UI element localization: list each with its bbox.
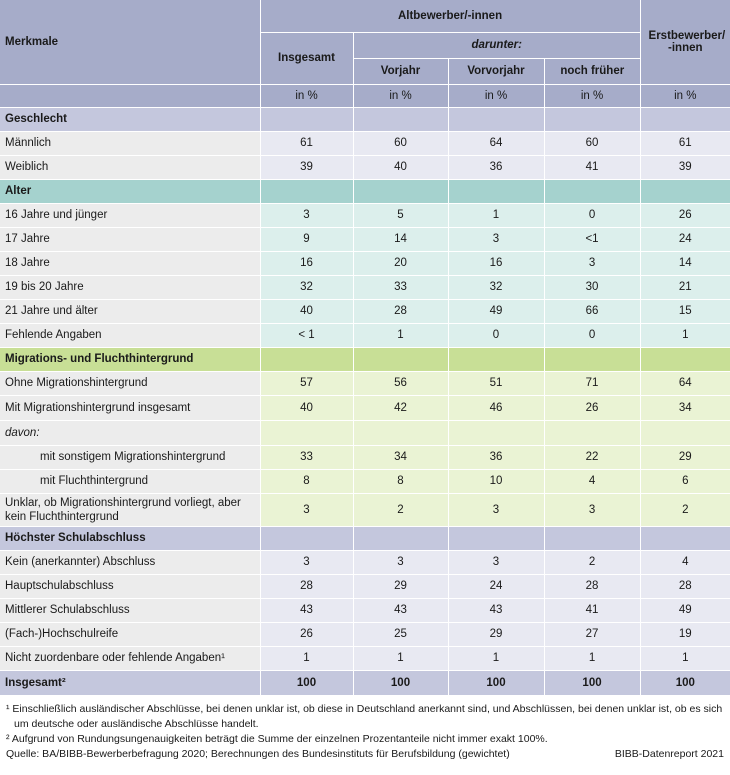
- table-row: [0, 493, 730, 526]
- cell-value: 57: [260, 371, 353, 395]
- cell-value: 33: [353, 275, 448, 299]
- cell-value: 39: [640, 155, 730, 179]
- cell-value: 34: [640, 395, 730, 420]
- table-row: [0, 598, 730, 622]
- cell-value: 1: [448, 646, 544, 670]
- table-row: [0, 275, 730, 299]
- cell-value: 8: [260, 469, 353, 493]
- credit-note: BIBB-Datenreport 2021: [614, 747, 724, 760]
- table-row: [0, 469, 730, 493]
- table-row: [0, 227, 730, 251]
- row-label: Fehlende Angaben: [0, 323, 260, 347]
- cell-value: 39: [260, 155, 353, 179]
- cell-value: 21: [640, 275, 730, 299]
- total-value: 100: [544, 670, 640, 695]
- cell-value: 43: [353, 598, 448, 622]
- row-label: mit sonstigem Migrationshintergrund: [0, 445, 260, 469]
- cell-value: 3: [448, 493, 544, 526]
- cell-value: 27: [544, 622, 640, 646]
- section-header: [0, 179, 730, 203]
- cell-value: 60: [353, 131, 448, 155]
- cell-value: 71: [544, 371, 640, 395]
- cell-value: 26: [640, 203, 730, 227]
- total-value: 100: [353, 670, 448, 695]
- table-row: [0, 203, 730, 227]
- table-row: [0, 323, 730, 347]
- cell-value: 20: [353, 251, 448, 275]
- table-row: [0, 550, 730, 574]
- section-header: [0, 526, 730, 550]
- cell-value: 49: [448, 299, 544, 323]
- row-label: Mittlerer Schulabschluss: [0, 598, 260, 622]
- row-label: Unklar, ob Migrationshintergrund vorliegt, aber kein Fluchthintergrund: [0, 493, 260, 526]
- cell-value: 0: [448, 323, 544, 347]
- cell-value: 3: [260, 493, 353, 526]
- cell-value: [353, 420, 448, 445]
- section-title: Geschlecht: [0, 107, 260, 131]
- cell-value: 28: [544, 574, 640, 598]
- cell-value: 1: [640, 646, 730, 670]
- table-row: [0, 251, 730, 275]
- cell-value: 3: [544, 493, 640, 526]
- cell-value: 1: [353, 646, 448, 670]
- row-label: (Fach-)Hochschulreife: [0, 622, 260, 646]
- cell-value: 60: [544, 131, 640, 155]
- unit-label: in %: [353, 84, 448, 107]
- cell-value: 32: [260, 275, 353, 299]
- total-value: 100: [640, 670, 730, 695]
- footnote-1: ¹ Einschließlich ausländischer Abschlüsse, bei denen unklar ist, ob diese in Deutschland anerkannt sind, und Abschlüssen, bei denen unklar ist, ob es sich um deutsche oder ausländische Abschlüsse handelt.: [6, 702, 723, 730]
- cell-value: 28: [353, 299, 448, 323]
- cell-value: 1: [260, 646, 353, 670]
- unit-label: in %: [640, 84, 730, 107]
- row-label: Ohne Migrationshintergrund: [0, 371, 260, 395]
- cell-value: 32: [448, 275, 544, 299]
- cell-value: 28: [640, 574, 730, 598]
- cell-value: 1: [640, 323, 730, 347]
- header-altbewerber: Altbewerber/-innen: [260, 0, 640, 32]
- cell-value: 14: [640, 251, 730, 275]
- table-row: [0, 622, 730, 646]
- total-row: [0, 670, 730, 695]
- cell-value: 36: [448, 155, 544, 179]
- cell-value: 24: [448, 574, 544, 598]
- cell-value: 0: [544, 323, 640, 347]
- cell-value: 4: [544, 469, 640, 493]
- row-label: 18 Jahre: [0, 251, 260, 275]
- row-label: 16 Jahre und jünger: [0, 203, 260, 227]
- header-darunter: darunter:: [353, 32, 640, 58]
- cell-value: 8: [353, 469, 448, 493]
- header-noch-frueher: noch früher: [544, 58, 640, 84]
- cell-value: < 1: [260, 323, 353, 347]
- cell-value: 61: [640, 131, 730, 155]
- table-row: [0, 299, 730, 323]
- cell-value: 3: [448, 227, 544, 251]
- cell-value: 5: [353, 203, 448, 227]
- cell-value: 3: [260, 203, 353, 227]
- cell-value: 2: [544, 550, 640, 574]
- section-title: Höchster Schulabschluss: [0, 526, 260, 550]
- cell-value: 49: [640, 598, 730, 622]
- section-title: Alter: [0, 179, 260, 203]
- header-vorjahr: Vorjahr: [353, 58, 448, 84]
- row-label: mit Fluchthintergrund: [0, 469, 260, 493]
- unit-label: in %: [260, 84, 353, 107]
- row-label: Hauptschulabschluss: [0, 574, 260, 598]
- total-value: 100: [448, 670, 544, 695]
- cell-value: [544, 420, 640, 445]
- cell-value: 3: [260, 550, 353, 574]
- table-row: [0, 445, 730, 469]
- cell-value: 43: [448, 598, 544, 622]
- row-label: Kein (anerkannter) Abschluss: [0, 550, 260, 574]
- cell-value: 40: [260, 299, 353, 323]
- cell-value: 40: [260, 395, 353, 420]
- cell-value: 16: [448, 251, 544, 275]
- cell-value: 16: [260, 251, 353, 275]
- cell-value: 19: [640, 622, 730, 646]
- cell-value: [260, 420, 353, 445]
- cell-value: 51: [448, 371, 544, 395]
- table-row: [0, 420, 730, 445]
- footnote-2: ² Aufgrund von Rundungsungenauigkeiten beträgt die Summe der einzelnen Prozentanteile nicht immer exakt 100%.: [6, 732, 548, 745]
- cell-value: 6: [640, 469, 730, 493]
- cell-value: 64: [448, 131, 544, 155]
- cell-value: 41: [544, 155, 640, 179]
- header-insgesamt: Insgesamt: [260, 32, 353, 84]
- cell-value: 43: [260, 598, 353, 622]
- cell-value: 36: [448, 445, 544, 469]
- table-row: [0, 646, 730, 670]
- total-label: Insgesamt²: [0, 670, 260, 695]
- table-row: [0, 131, 730, 155]
- cell-value: 40: [353, 155, 448, 179]
- header-erstbewerber: Erstbewerber/ -innen: [640, 0, 730, 84]
- unit-label: in %: [544, 84, 640, 107]
- cell-value: 14: [353, 227, 448, 251]
- row-label: Nicht zuordenbare oder fehlende Angaben¹: [0, 646, 260, 670]
- cell-value: <1: [544, 227, 640, 251]
- cell-value: 15: [640, 299, 730, 323]
- row-label: 19 bis 20 Jahre: [0, 275, 260, 299]
- header-merkmale: Merkmale: [0, 0, 260, 84]
- row-label: Männlich: [0, 131, 260, 155]
- section-title: Migrations- und Fluchthintergrund: [0, 347, 260, 371]
- cell-value: 46: [448, 395, 544, 420]
- table-row: [0, 371, 730, 395]
- cell-value: 64: [640, 371, 730, 395]
- cell-value: 3: [353, 550, 448, 574]
- cell-value: 1: [353, 323, 448, 347]
- cell-value: 4: [640, 550, 730, 574]
- total-value: 100: [260, 670, 353, 695]
- cell-value: 22: [544, 445, 640, 469]
- cell-value: 29: [353, 574, 448, 598]
- cell-value: 34: [353, 445, 448, 469]
- row-label: Mit Migrationshintergrund insgesamt: [0, 395, 260, 420]
- cell-value: 66: [544, 299, 640, 323]
- cell-value: 61: [260, 131, 353, 155]
- row-label: 17 Jahre: [0, 227, 260, 251]
- footnotes: [0, 696, 730, 762]
- cell-value: 33: [260, 445, 353, 469]
- cell-value: 2: [353, 493, 448, 526]
- table-row: [0, 574, 730, 598]
- cell-value: [448, 420, 544, 445]
- cell-value: 29: [448, 622, 544, 646]
- table-row: [0, 395, 730, 420]
- cell-value: 1: [544, 646, 640, 670]
- cell-value: 2: [640, 493, 730, 526]
- section-header: [0, 107, 730, 131]
- cell-value: 10: [448, 469, 544, 493]
- cell-value: 26: [544, 395, 640, 420]
- cell-value: [640, 420, 730, 445]
- cell-value: 29: [640, 445, 730, 469]
- cell-value: 3: [448, 550, 544, 574]
- cell-value: 28: [260, 574, 353, 598]
- cell-value: 0: [544, 203, 640, 227]
- cell-value: 9: [260, 227, 353, 251]
- header-vorvorjahr: Vorvorjahr: [448, 58, 544, 84]
- section-header: [0, 347, 730, 371]
- table-row: [0, 155, 730, 179]
- cell-value: 41: [544, 598, 640, 622]
- cell-value: 25: [353, 622, 448, 646]
- source-note: Quelle: BA/BIBB-Bewerberbefragung 2020; Berechnungen des Bundesinstituts für Berufsbildung (gewichtet): [6, 747, 510, 760]
- unit-label: in %: [448, 84, 544, 107]
- cell-value: 42: [353, 395, 448, 420]
- row-label: Weiblich: [0, 155, 260, 179]
- row-label: 21 Jahre und älter: [0, 299, 260, 323]
- cell-value: 1: [448, 203, 544, 227]
- cell-value: 56: [353, 371, 448, 395]
- cell-value: 30: [544, 275, 640, 299]
- row-label: davon:: [0, 420, 260, 445]
- cell-value: 24: [640, 227, 730, 251]
- cell-value: 3: [544, 251, 640, 275]
- cell-value: 26: [260, 622, 353, 646]
